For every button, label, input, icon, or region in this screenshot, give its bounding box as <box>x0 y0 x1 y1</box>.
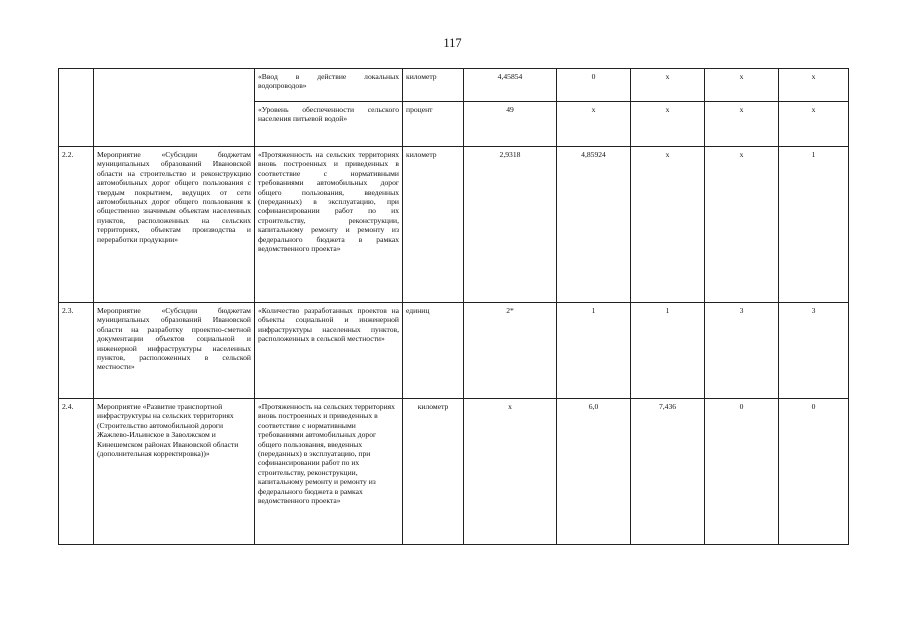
table-row <box>59 69 849 102</box>
table-row <box>59 303 849 399</box>
value-cell: х <box>464 399 557 545</box>
indicator-cell: «Протяженность на сельских территориях вновь построенных и приведенных в соответствие с нормативными требованиями автомобильных дорог общего пользования, введенных (переданных) в эксплуатацию, при софинансировании работ по их строительству, реконструкции, капитальному ремонту и ремонту из федерального бюджета в рамках ведомственного проекта» <box>255 399 403 545</box>
event-cell: Мероприятие «Субсидии бюджетам муниципальных образований Ивановской области на разработку проектно-сметной документации объектов социальной и инженерной инфраструктуры населенных пунктов, расположенных в сельской местности» <box>94 303 255 399</box>
event-cell: Мероприятие «Развитие транспортной инфраструктуры на сельских территориях (Строительство автомобильной дороги Жажлево-Ильинское в Заволжском и Кинешемском районах Ивановской области (дополнительная корректировка))» <box>94 399 255 545</box>
indicators-table <box>58 68 849 545</box>
value-cell: х <box>779 102 849 147</box>
value-cell: 4,85924 <box>557 147 631 303</box>
value-cell: х <box>557 102 631 147</box>
value-cell: 2,9318 <box>464 147 557 303</box>
table-row <box>59 399 849 545</box>
value-cell: 6,0 <box>557 399 631 545</box>
indicator-cell: «Ввод в действие локальных водопроводов» <box>255 69 403 102</box>
unit-cell: процент <box>403 102 464 147</box>
page-number: 117 <box>443 36 462 50</box>
value-cell: 1 <box>631 303 705 399</box>
value-cell: 0 <box>557 69 631 102</box>
indicator-cell: «Количество разработанных проектов на объекты социальной и инженерной инфраструктуры населенных пунктов, расположенных в сельской местности» <box>255 303 403 399</box>
value-cell: х <box>631 102 705 147</box>
unit-cell: километр <box>403 69 464 102</box>
row-number: 2.3. <box>59 303 94 399</box>
table-row <box>59 147 849 303</box>
value-cell: 3 <box>705 303 779 399</box>
row-number: 2.4. <box>59 399 94 545</box>
value-cell: 2* <box>464 303 557 399</box>
value-cell: х <box>631 69 705 102</box>
value-cell: 3 <box>779 303 849 399</box>
value-cell: 4,45854 <box>464 69 557 102</box>
value-cell: х <box>631 147 705 303</box>
value-cell: 0 <box>779 399 849 545</box>
value-cell: х <box>705 102 779 147</box>
value-cell: 7,436 <box>631 399 705 545</box>
value-cell: 1 <box>557 303 631 399</box>
value-cell: х <box>705 147 779 303</box>
value-cell: х <box>779 69 849 102</box>
unit-cell: километр <box>403 399 464 545</box>
indicator-cell: «Протяженность на сельских территориях вновь построенных и приведенных в соответствие с нормативными требованиями автомобильных дорог общего пользования, введенных (переданных) в эксплуатацию, при софинансировании работ по их строительству, реконструкции, капитальному ремонту и ремонту из федерального бюджета в рамках ведомственного проекта» <box>255 147 403 303</box>
row-number <box>59 69 94 147</box>
event-cell <box>94 69 255 147</box>
unit-cell: километр <box>403 147 464 303</box>
indicator-cell: «Уровень обеспеченности сельского населения питьевой водой» <box>255 102 403 147</box>
value-cell: 49 <box>464 102 557 147</box>
value-cell: 1 <box>779 147 849 303</box>
row-number: 2.2. <box>59 147 94 303</box>
unit-cell: единиц <box>403 303 464 399</box>
value-cell: 0 <box>705 399 779 545</box>
event-cell: Мероприятие «Субсидии бюджетам муниципальных образований Ивановской области на строительство и реконструкцию автомобильных дорог общего пользования с твердым покрытием, ведущих от сети автомобильных дорог общего пользования к общественно значимым объектам населенных пунктов, расположенных на сельских территориях, объектам производства и переработки продукции» <box>94 147 255 303</box>
value-cell: х <box>705 69 779 102</box>
